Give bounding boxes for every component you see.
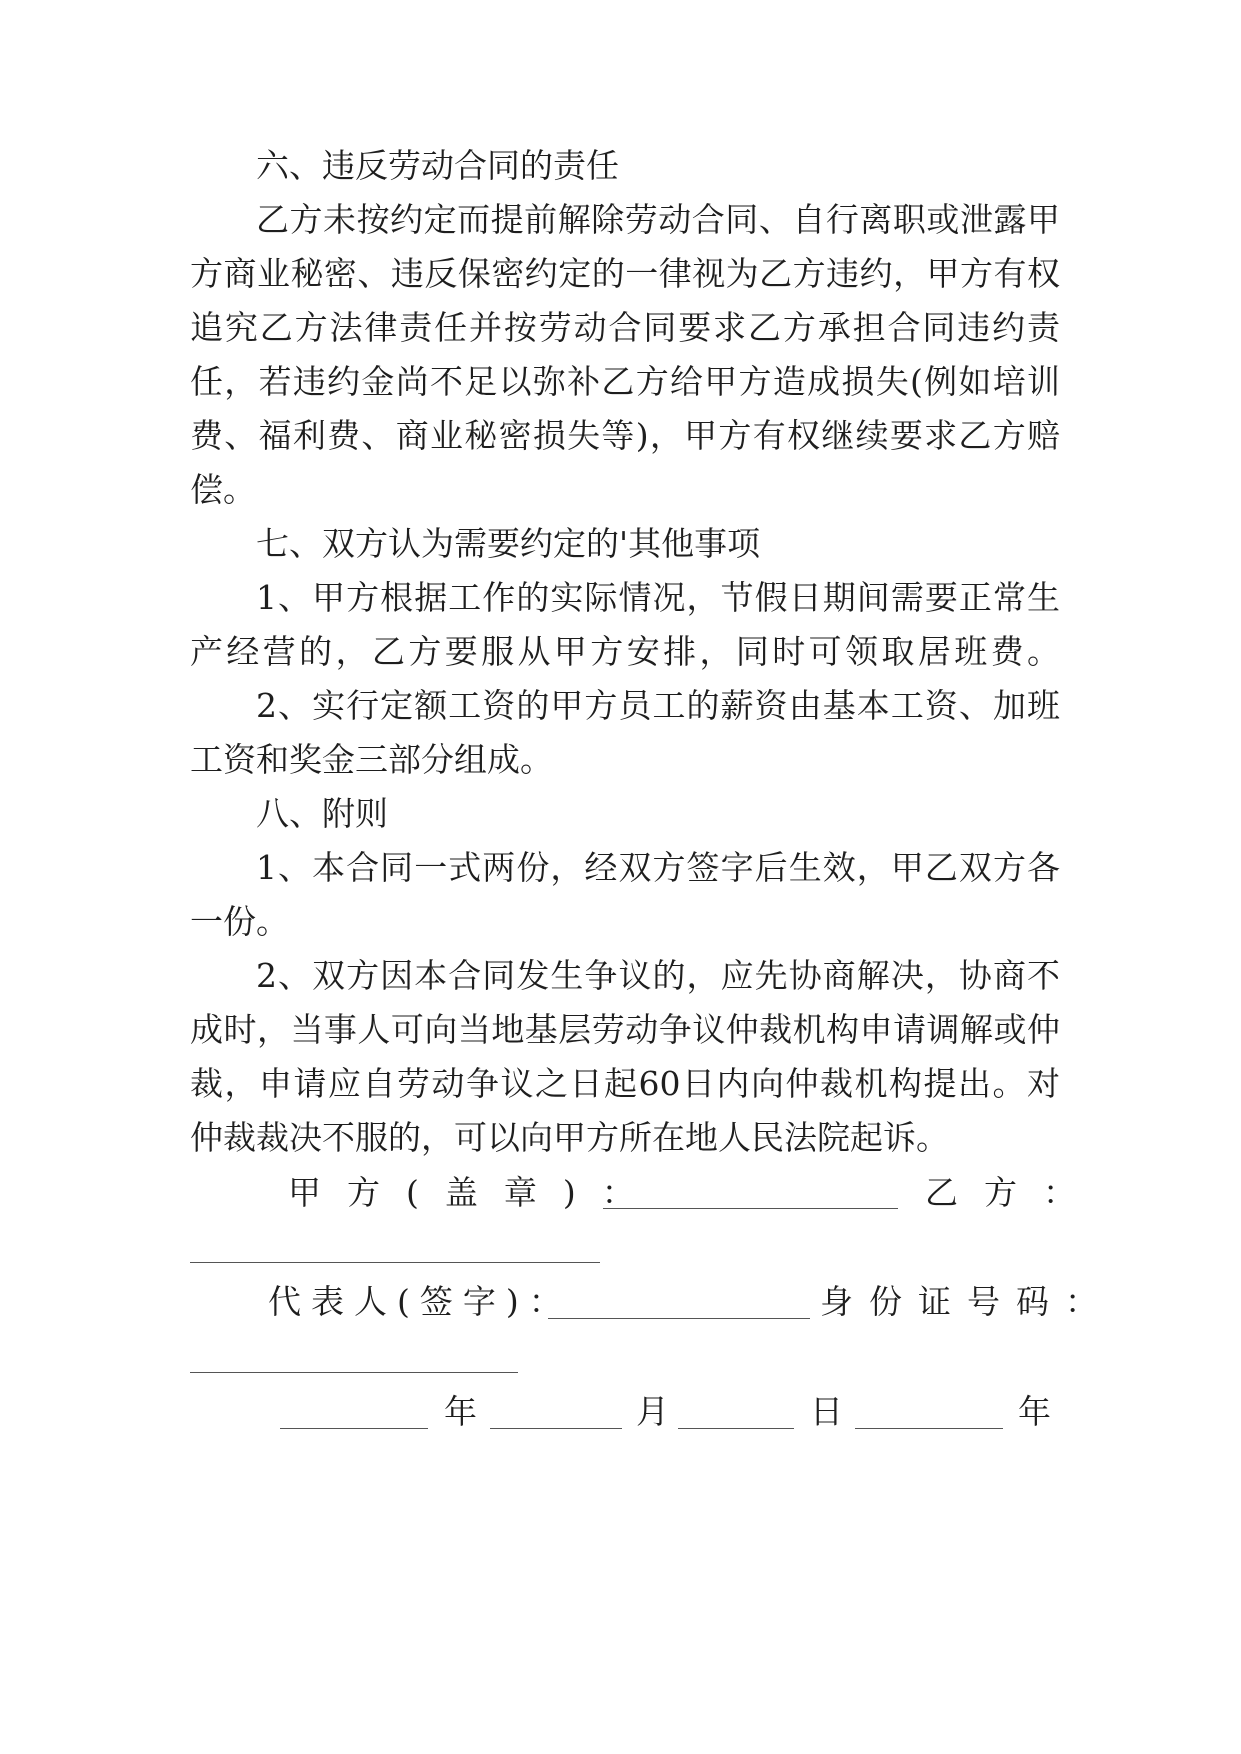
section-6-para-line: 方商业秘密、违反保密约定的一律视为乙方违约，甲方有权 <box>190 254 1060 293</box>
section-8-item-1-line: 一份。 <box>190 902 289 941</box>
year-label-2: 年 <box>1018 1392 1069 1431</box>
section-7-item-2-line: 工资和奖金三部分组成。 <box>190 740 553 779</box>
section-6-para-line: 偿。 <box>190 470 256 509</box>
section-8-item-2-line: 仲裁裁决不服的，可以向甲方所在地人民法院起诉。 <box>190 1118 949 1157</box>
date-year-2-line[interactable] <box>855 1428 1003 1429</box>
section-6-para-line: 费、福利费、商业秘密损失等)，甲方有权继续要求乙方赔 <box>190 416 1060 455</box>
party-a-label: 甲方(盖章)： <box>288 1173 661 1212</box>
date-year-line[interactable] <box>280 1428 428 1429</box>
id-number-line[interactable] <box>190 1372 518 1373</box>
representative-label: 代表人(签字)： <box>268 1282 572 1321</box>
month-label: 月 <box>636 1392 687 1431</box>
date-day-line[interactable] <box>678 1428 794 1429</box>
section-7-item-1-line: 产经营的，乙方要服从甲方安排，同时可领取居班费。 <box>190 632 1060 671</box>
representative-signature-line[interactable] <box>548 1318 810 1319</box>
section-6-title: 六、违反劳动合同的责任 <box>256 146 619 185</box>
section-8-title: 八、附则 <box>256 794 388 833</box>
section-6-para-line: 追究乙方法律责任并按劳动合同要求乙方承担合同违约责 <box>190 308 1060 347</box>
party-b-signature-line[interactable] <box>190 1262 600 1263</box>
party-a-signature-line[interactable] <box>603 1208 898 1209</box>
year-label: 年 <box>444 1392 495 1431</box>
section-8-item-1-line: 1、本合同一式两份，经双方签字后生效，甲乙双方各 <box>256 848 1060 887</box>
party-b-label: 乙方： <box>925 1173 1102 1212</box>
section-7-title: 七、双方认为需要约定的'其他事项 <box>256 524 761 563</box>
section-6-para-line: 乙方未按约定而提前解除劳动合同、自行离职或泄露甲 <box>256 200 1060 239</box>
section-8-item-2-line: 成时，当事人可向当地基层劳动争议仲裁机构申请调解或仲 <box>190 1010 1060 1049</box>
date-month-line[interactable] <box>490 1428 622 1429</box>
section-6-para-line: 任，若违约金尚不足以弥补乙方给甲方造成损失(例如培训 <box>190 362 1060 401</box>
section-8-item-2-line: 2、双方因本合同发生争议的，应先协商解决，协商不 <box>256 956 1060 995</box>
section-8-item-2-line: 裁，申请应自劳动争议之日起60日内向仲裁机构提出。对 <box>190 1064 1060 1103</box>
section-7-item-1-line: 1、甲方根据工作的实际情况，节假日期间需要正常生 <box>256 578 1060 617</box>
day-label: 日 <box>810 1392 861 1431</box>
section-7-item-2-line: 2、实行定额工资的甲方员工的薪资由基本工资、加班 <box>256 686 1060 725</box>
id-number-label: 身份证号码： <box>820 1282 1114 1321</box>
